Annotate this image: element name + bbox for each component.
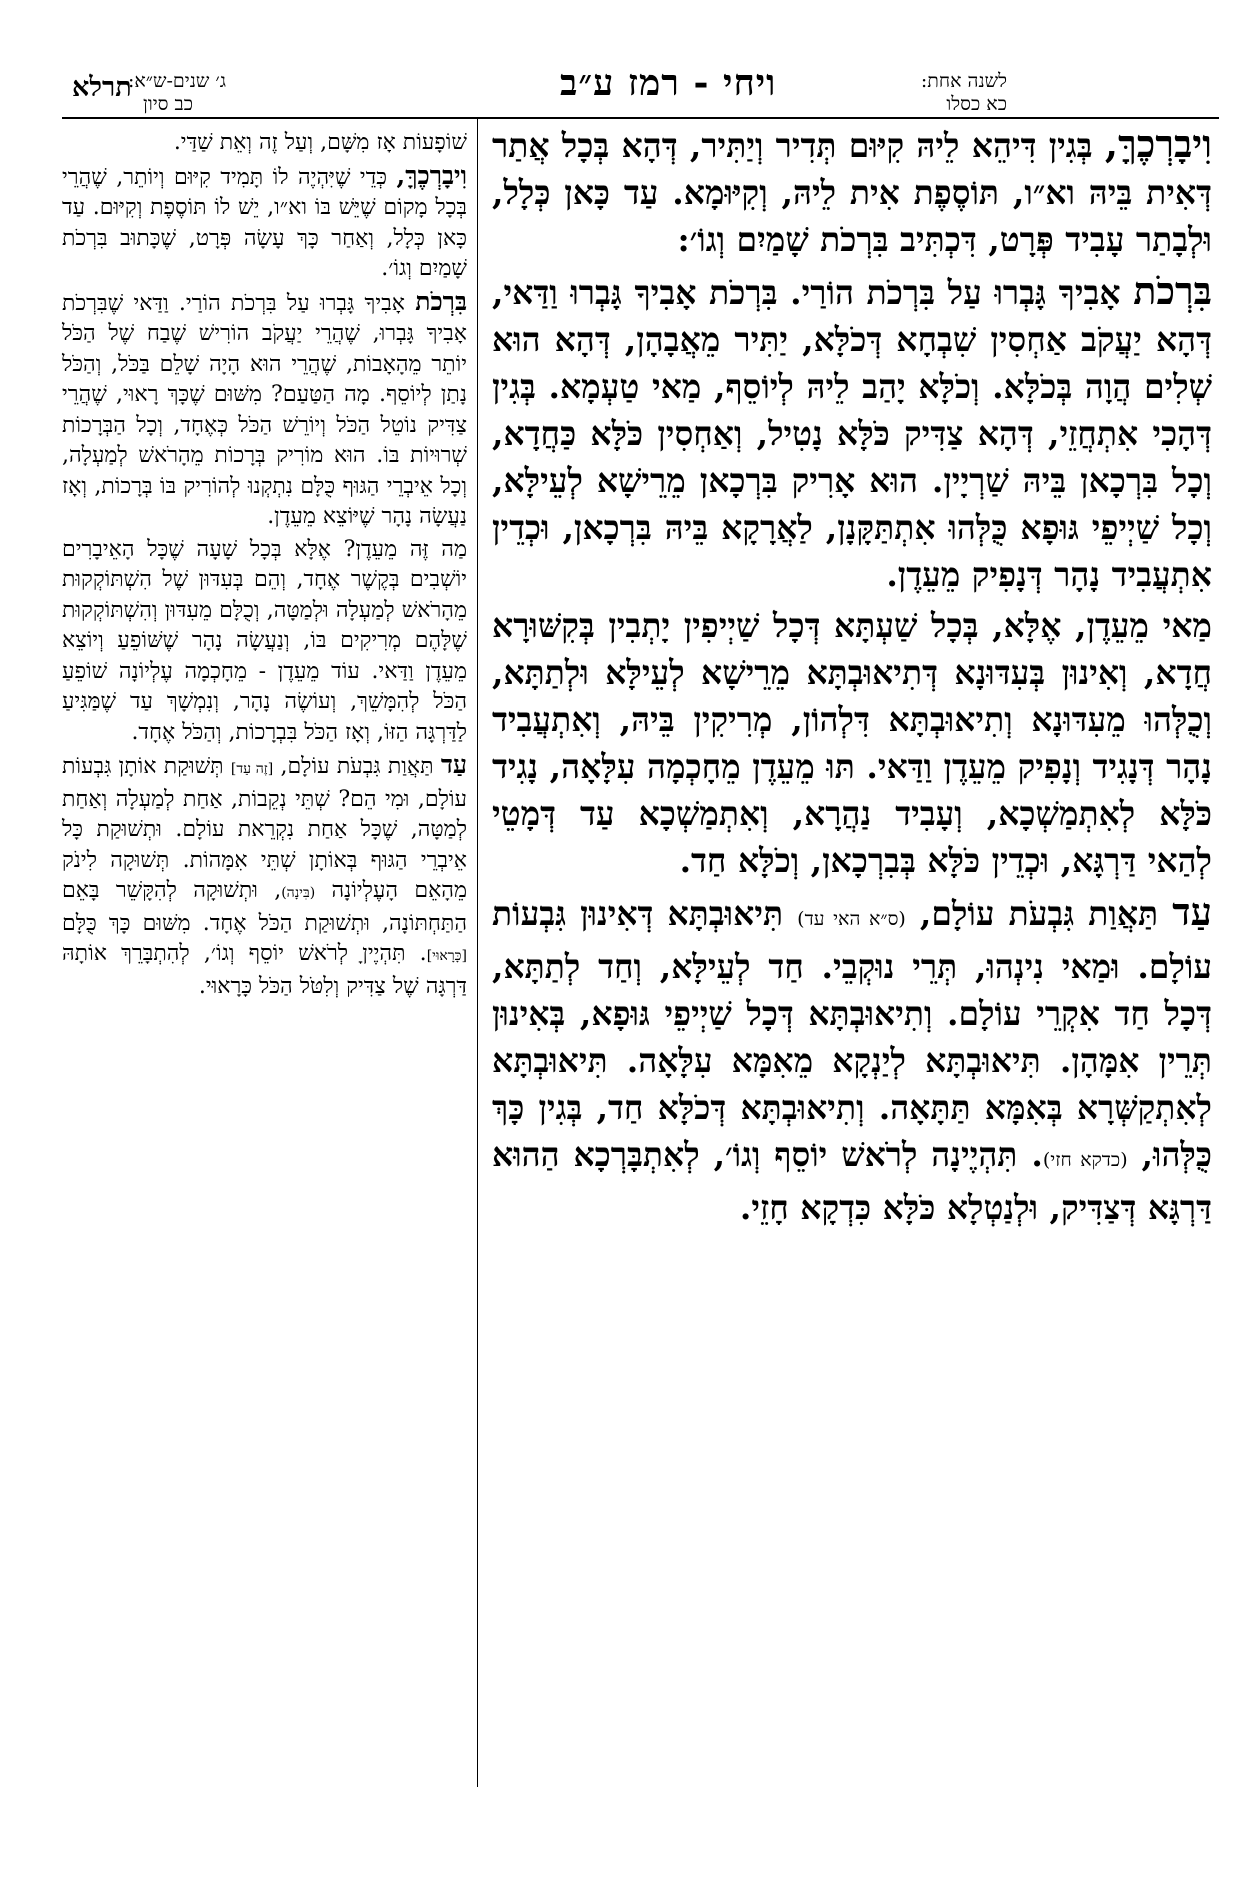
paragraph-text: אָבִיךָ גָּבְרוּ עַל בִּרְכֹת הוֹרַי. בִּרְכֹת אָבִיךָ גָּבְרוּ וַדַּאי, דְּהָא יַעֲקֹב אַחְסִין שִׁבְחָא דְּכֹלָּא, יַתִּיר מֵאֲבָהָן, דְּהָא הוּא שְׁלִים הֲוָה בְּכֹלָּא. וְכֹלָּא יָהַב לֵיהּ לְיוֹסֵף, מַאי טַעְמָא. בְּגִין דְּהָכִי אִתְחֲזֵי, דְּהָא צַדִּיק כֹּלָּא נָטִיל, וְאַחְסִין כֹּלָּא כַּחֲדָא, וְכָל בִּרְכָאן בֵּיהּ שַׁרְיָין. הוּא אָרִיק בִּרְכָאן מֵרֵישָׁא לְעֵילָּא, וְכָל שַׁיְיפֵי גּוּפָא כֻּלְּהוּ אִתְתַּקָּנָן, לַאֲרָקָא בֵּיהּ בִּרְכָאן, וּכְדֵין אִתְעֲבִיד נָהָר דְּנָפִיק מֵעֵדֶן.: [492, 273, 1212, 594]
header-rule: [62, 117, 1219, 119]
paragraph-lead-word: בִּרְכֹת: [415, 286, 467, 316]
header-left-top: ג׳ שנים-ש״א:: [128, 70, 227, 92]
variant-reading-note: (בִּינָה): [281, 885, 316, 901]
paragraph-lead-word: עַד: [440, 750, 467, 779]
folio-number: תרלא: [72, 72, 132, 103]
column-divider: [477, 119, 478, 1787]
variant-reading-note: (ס״א האי עד): [797, 908, 906, 930]
commentary-paragraph: [62, 128, 467, 159]
paragraph-text: בְּגִין דִּיהֵא לֵיהּ קִיּוּם תְּדִיר וְיַתִּיר, דְּהָא בְּכָל אֲתַר דְּאִית בֵּיהּ וא״ו, תּוֹסֶפֶת אִית לֵיהּ, וְקִיּוּמָא. עַד כָּאן כְּלָל, וּלְבָתַר עָבִיד פְּרָט, דִּכְתִּיב בִּרְכֹת שָׁמַיִם וְגוֹ׳:: [492, 126, 1212, 259]
header-right-top: לשנה אחת:: [920, 70, 1007, 92]
main-paragraph: [492, 888, 1212, 1231]
paragraph-lead-word: עַד: [1172, 889, 1212, 934]
paragraph-lead-word: בִּרְכֹת: [1133, 268, 1212, 313]
page-title: ויחי - רמז ע״ב: [560, 62, 777, 104]
paragraph-text: שׁוֹפָעוֹת אָז מִשָּׁם, וְעַל זֶה וְאֵת שַׁדַּי.: [173, 130, 467, 155]
paragraph-text: תִּיאוּבְתָּא דְּאִינוּן גִּבְעוֹת עוֹלָם. וּמַאי נִינְהוּ, תְּרֵי נוּקְבֵי. חַד לְעֵילָּא, וְחַד לְתַתָּא, דְּכָל חַד אִקְרֵי עוֹלָם. וְתִיאוּבְתָּא דְּכָל שַׁיְיפֵי גּוּפָא, בְּאִינוּן תְּרֵין אִמָּהָן. תִּיאוּבְתָּא לְיַנְקָא מֵאִמָּא עִלָּאָה. תִּיאוּבְתָּא לְאִתְקַשְּׁרָא בְּאִמָּא תַּתָּאָה. וְתִיאוּבְתָּא דְּכֹלָּא חַד, בְּגִין כָּךְ כֻּלְּהוּ,: [492, 894, 1212, 1174]
commentary-paragraph: [62, 750, 467, 1002]
variant-reading-note: [כָּרָאוּי]: [426, 948, 467, 964]
paragraph-text: , וּתְשׁוּקָה לְהִקָּשֵׁר בָּאֵם הַתַּחְתּוֹנָה, וּתְשׁוּקַת הַכֹּל אֶחָד. מִשּׁוּם כָּךְ כֻּלָּם: [62, 878, 467, 936]
commentary-column: [62, 128, 467, 1788]
header-left-bottom: כב סיון: [143, 93, 193, 115]
commentary-paragraph: [62, 287, 467, 533]
paragraph-text: תְּשׁוּקַת אוֹתָן גִּבְעוֹת עוֹלָם, וּמִי הֵם? שְׁתֵּי נְקֵבוֹת, אַחַת לְמַעְלָה וְאַחַת לְמַטָּה, שֶׁכָּל אַחַת נִקְרֵאת עוֹלָם. וּתְשׁוּקַת כָּל אֵיבְרֵי הַגּוּף בְּאוֹתָן שְׁתֵּי אִמָּהוֹת. תְּשׁוּקָה לִינֹק מֵהָאֵם הָעֶלְיוֹנָה: [62, 754, 467, 903]
paragraph-text: . תִּהְיֶינָה לְרֹאשׁ יוֹסֵף וְגוֹ׳, לְאִתְבָּרְכָא הַהוּא דַּרְגָּא דְּצַדִּיק, וּלְנַטְלָא כֹּלָּא כִּדְקָא חָזֵי.: [492, 1135, 1212, 1227]
paragraph-text: מַה זֶּה מֵעֵדֶן? אֶלָּא בְּכָל שָׁעָה שֶׁכָּל הָאֵיבָרִים יוֹשְׁבִים בְּקֶשֶׁר אֶחָד, וְהֵם בְּעִדּוּן שֶׁל הִשְׁתּוֹקְקוּת מֵהָרֹאשׁ לְמַעְלָה וּלְמַטָּה, וְכֻלָּם מֵעִדּוּן וְהִשְׁתּוֹקְקוּת שֶׁלָּהֶם מְרִיקִים בּוֹ, וְנַעֲשָׂה נָהָר שֶׁשּׁוֹפֵעַ וְיוֹצֵא מֵעֵדֶן וַדַּאי. עוֹד מֵעֵדֶן - מֵחָכְמָה עֶלְיוֹנָה שׁוֹפֵעַ הַכֹּל לְהִמָּשֵׁךְ, וְעוֹשֶׂה נָהָר, וְנִמְשָׁךְ עַד שֶׁמַּגִּיעַ לַדַּרְגָּה הַזּוֹ, וְאָז הַכֹּל בִּבְרָכוֹת, וְהַכֹּל אֶחָד.: [62, 536, 467, 745]
paragraph-lead-word: וִיבָרְכֶךָּ,: [1104, 121, 1212, 166]
paragraph-text: מַאי מֵעֵדֶן, אֶלָּא, בְּכָל שַׁעְתָּא דְּכָל שַׁיְיפִין יָתְבִין בְּקִשּׁוּרָא חֲדָא, וְאִינוּן בְּעִדּוּנָא דְּתִיאוּבְתָּא מֵרֵישָׁא לְעֵילָּא וּלְתַתָּא, וְכֻלְּהוּ מֵעִדּוּנָא וְתִיאוּבְתָּא דִּלְהוֹן, מְרִיקִין בֵּיהּ, וְאִתְעֲבִיד נָהָר דְּנָגִיד וְנָפִיק מֵעֵדֶן וַדַּאי. תּוּ מֵעֵדֶן מֵחָכְמָה עִלָּאָה, נָגִיד כֹּלָּא לְאִתְמַשְׁכָא, וְעָבִיד נַהֲרָא, וְאִתְמַשְׁכָא עַד דְּמָטֵי לְהַאי דַּרְגָּא, וּכְדֵין כֹּלָּא בְּבִרְכָאן, וְכֹלָּא חַד.: [492, 606, 1212, 880]
main-text-column: [492, 120, 1212, 1800]
paragraph-text: תַּאֲוַת גִּבְעֹת עוֹלָם,: [905, 894, 1173, 933]
variant-reading-note: (כדקא חזי): [1042, 1149, 1128, 1171]
paragraph-text: אָבִיךָ גָּבְרוּ עַל בִּרְכֹת הוֹרַי. וַדַּאי שֶׁבִּרְכֹת אָבִיךָ גָּבְרוּ, שֶׁהֲרֵי יַעֲקֹב הוֹרִישׁ שֶׁבַח שֶׁל הַכֹּל יוֹתֵר מֵהָאָבוֹת, שֶׁהֲרֵי הוּא הָיָה שָׁלֵם בַּכֹּל, וְהַכֹּל נָתַן לְיוֹסֵף. מָה הַטַּעַם? מִשּׁוּם שֶׁכָּךְ רָאוּי, שֶׁהֲרֵי צַדִּיק נוֹטֵל הַכֹּל וְיוֹרֵשׁ הַכֹּל כְּאֶחָד, וְכָל הַבְּרָכוֹת שְׁרוּיוֹת בּוֹ. הוּא מוֹרִיק בְּרָכוֹת מֵהָרֹאשׁ לְמַעְלָה, וְכָל אֵיבְרֵי הַגּוּף כֻּלָּם נִתְקְנוּ לְהוֹרִיק בּוֹ בְּרָכוֹת, וְאָז נַעֲשָׂה נָהָר שֶׁיּוֹצֵא מֵעֵדֶן.: [62, 290, 467, 529]
main-paragraph: [492, 120, 1212, 263]
paragraph-text: . תִּהְיֶיןָ לְרֹאשׁ יוֹסֵף וְגוֹ׳, לְהִתְבָּרֵךְ אוֹתָהּ דַּרְגָּה שֶׁל צַדִּיק וְלִטֹּל הַכֹּל כָּרָאוּי.: [62, 941, 467, 999]
paragraph-lead-word: וִיבָרְכֶךָּ,: [396, 160, 467, 190]
paragraph-text: כְּדֵי שֶׁיִּהְיֶה לוֹ תָּמִיד קִיּוּם וְיוֹתֵר, שֶׁהֲרֵי בְּכָל מָקוֹם שֶׁיֵּשׁ בּוֹ וא״ו, יֵשׁ לוֹ תּוֹסֶפֶת וְקִיּוּם. עַד כָּאן כְּלָל, וְאַחַר כָּךְ עָשָׂה פְּרָט, שֶׁכָּתוּב בִּרְכֹת שָׁמַיִם וְגוֹ׳.: [62, 164, 467, 281]
main-paragraph: [492, 602, 1212, 884]
commentary-paragraph: [62, 535, 467, 749]
header-right-bottom: כא כסלו: [946, 93, 1007, 115]
paragraph-text: תַּאֲוַת גִּבְעֹת עוֹלָם,: [273, 754, 441, 779]
commentary-paragraph: [62, 161, 467, 285]
main-paragraph: [492, 267, 1212, 598]
variant-reading-note: [זֶה עַד]: [230, 761, 274, 777]
